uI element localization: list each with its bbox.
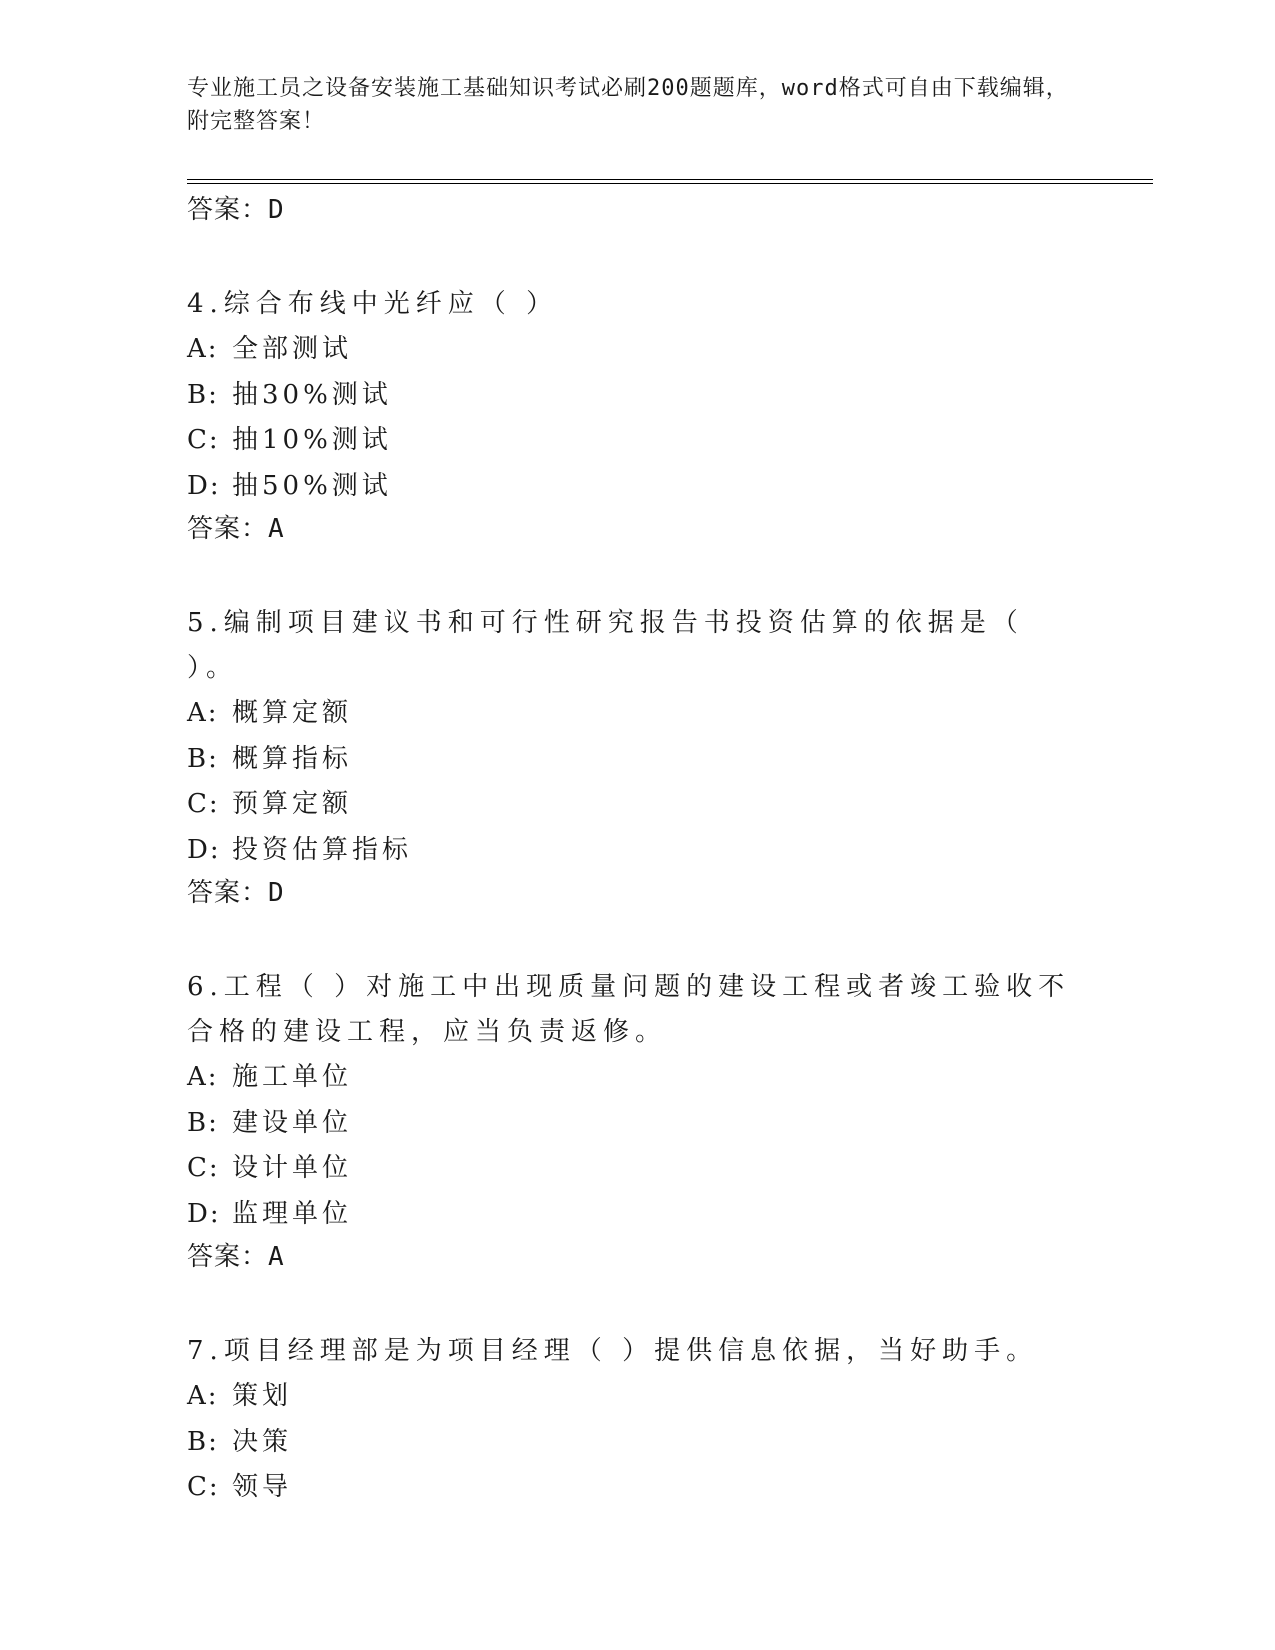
option-text: 决策 [232,1426,293,1457]
document-header: 专业施工员之设备安装施工基础知识考试必刷200题题库，word格式可自由下载编辑，附完整答案！ [187,76,1069,134]
option-c [187,1465,1087,1511]
option-text: 预算定额 [232,789,353,819]
option-b [187,1420,1087,1466]
option-c [187,418,1087,464]
option-c [187,782,1087,828]
option-text: 概算指标 [232,743,353,774]
option-b [187,737,1087,783]
option-letter: B: [187,379,219,410]
question-list [187,190,1087,1563]
option-d [187,828,1087,874]
answer-line: 答案：D [187,195,285,225]
option-text: 设计单位 [232,1153,353,1183]
option-letter: D: [187,1198,221,1229]
option-text: 建设单位 [232,1107,353,1138]
option-letter: D: [187,470,221,501]
option-letter: B: [187,1107,219,1138]
option-d [187,464,1087,510]
option-text: 全部测试 [232,334,353,364]
answer-line: 答案：D [187,878,285,908]
option-b [187,373,1087,419]
option-a [187,1055,1087,1101]
option-letter: D: [187,834,221,865]
question-5 [187,601,1087,913]
question-text: 5.编制项目建议书和可行性研究报告书投资估算的依据是（ ）。 [187,608,1024,683]
option-letter: A: [187,1062,219,1092]
question-6 [187,965,1087,1277]
option-text: 领导 [232,1472,293,1502]
option-letter: B: [187,743,219,774]
option-text: 施工单位 [232,1062,353,1092]
question-text: 7.项目经理部是为项目经理（ ）提供信息依据，当好助手。 [187,1336,1039,1366]
option-d [187,1192,1087,1238]
option-letter: A: [187,698,219,728]
answer-line: 答案：A [187,1242,285,1272]
option-text: 监理单位 [232,1198,353,1229]
option-text: 抽50%测试 [232,470,392,501]
question-text: 4.综合布线中光纤应（ ） [187,289,559,319]
option-text: 概算定额 [232,698,353,728]
header-divider-top [187,179,1153,180]
option-text: 投资估算指标 [232,834,413,865]
option-letter: C: [187,1472,220,1502]
option-text: 策划 [232,1381,293,1411]
option-letter: C: [187,789,220,819]
option-a [187,327,1087,373]
option-letter: C: [187,425,220,455]
option-b [187,1101,1087,1147]
option-letter: C: [187,1153,220,1183]
option-a [187,1374,1087,1420]
option-letter: B: [187,1426,219,1457]
option-letter: A: [187,1381,219,1411]
option-text: 抽10%测试 [232,425,392,455]
option-letter: A: [187,334,219,364]
option-a [187,691,1087,737]
question-text: 6.工程（ ）对施工中出现质量问题的建设工程或者竣工验收不合格的建设工程，应当负责返修。 [187,972,1071,1047]
answer-line: 答案：A [187,514,285,544]
option-text: 抽30%测试 [232,379,392,410]
option-c [187,1146,1087,1192]
question-7 [187,1329,1087,1511]
question-4 [187,282,1087,549]
header-divider-bottom [187,183,1153,184]
